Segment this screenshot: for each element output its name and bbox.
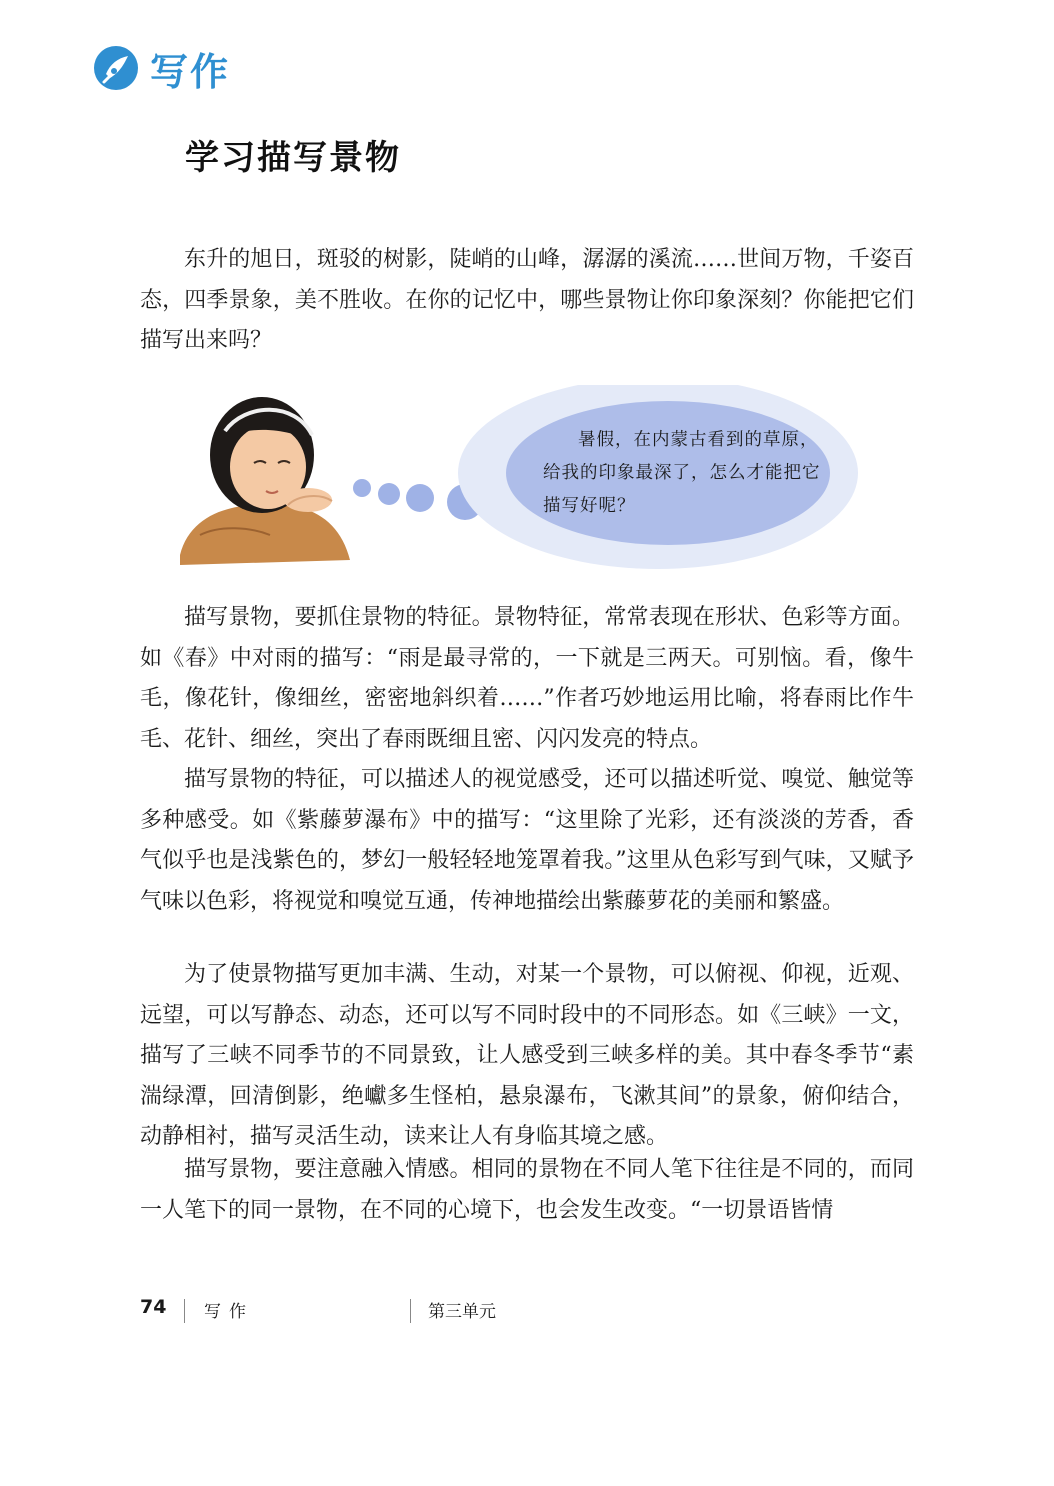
body-paragraph: 描写景物的特征，可以描述人的视觉感受，还可以描述听觉、嗅觉、触觉等多种感受。如《紫藤萝瀑布》中的描写：“这里除了光彩，还有淡淡的芳香，香气似乎也是浅紫色的，梦幻一般轻轻地笼罩着我。”这里从色彩写到气味，又赋予气味以色彩，将视觉和嗅觉互通，传神地描绘出紫藤萝花的美丽和繁盛。 bbox=[140, 767, 914, 914]
intro-paragraph: 东升的旭日，斑驳的树影，陡峭的山峰，潺潺的溪流……世间万物，千姿百态，四季景象，美不胜收。在你的记忆中，哪些景物让你印象深刻？你能把它们描写出来吗？ bbox=[140, 247, 914, 353]
page-footer bbox=[140, 1296, 640, 1326]
page-title: 学习描写景物 bbox=[185, 138, 401, 178]
page-number: 74 bbox=[140, 1296, 167, 1318]
thought-dot bbox=[378, 483, 400, 505]
body-paragraph: 描写景物，要注意融入情感。相同的景物在不同人笔下往往是不同的，而同一人笔下的同一景物，在不同的心境下，也会发生改变。“一切景语皆情 bbox=[140, 1157, 914, 1223]
thought-dot bbox=[353, 479, 371, 497]
thought-dot bbox=[406, 484, 434, 512]
section-title: 写作 bbox=[150, 49, 231, 94]
section-header bbox=[92, 42, 230, 94]
pen-nib-icon bbox=[92, 44, 140, 92]
speech-bubble-text: 暑假，在内蒙古看到的草原，给我的印象最深了，怎么才能把它描写好呢？ bbox=[543, 430, 821, 516]
body-paragraph: 为了使景物描写更加丰满、生动，对某一个景物，可以俯视、仰视，近观、远望，可以写静态、动态，还可以写不同时段中的不同形态。如《三峡》一文，描写了三峡不同季节的不同景致，让人感受到三峡多样的美。其中春冬季节“素湍绿潭，回清倒影，绝巘多生怪柏，悬泉瀑布，飞漱其间”的景象，俯仰结合，动静相衬，描写灵活生动，读来让人有身临其境之感。 bbox=[140, 962, 914, 1149]
body-paragraph: 描写景物，要抓住景物的特征。景物特征，常常表现在形状、色彩等方面。如《春》中对雨的描写：“雨是最寻常的，一下就是三两天。可别恼。看，像牛毛，像花针，像细丝，密密地斜织着……”作者巧妙地运用比喻，将春雨比作牛毛、花针、细丝，突出了春雨既细且密、闪闪发亮的特点。 bbox=[140, 605, 914, 752]
footer-unit-label: 第三单元 bbox=[428, 1302, 496, 1322]
footer-section-label: 写作 bbox=[204, 1302, 254, 1322]
footer-divider bbox=[410, 1299, 411, 1323]
girl-figure bbox=[180, 397, 350, 565]
footer-divider bbox=[184, 1299, 185, 1323]
